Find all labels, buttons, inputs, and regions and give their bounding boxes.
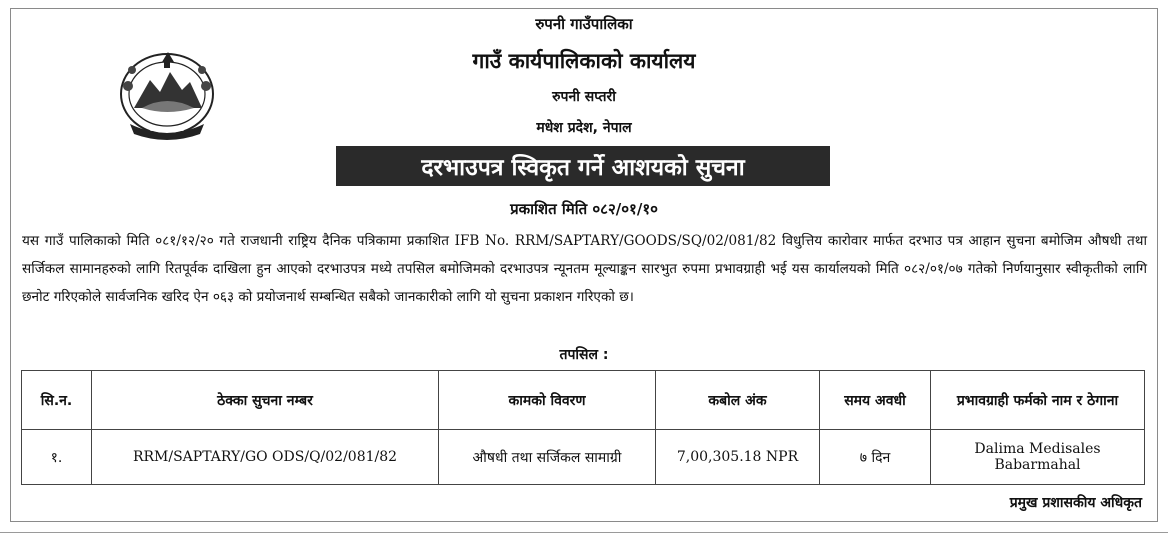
firm-name: Dalima Medisales	[974, 441, 1101, 457]
province-name: मधेश प्रदेश, नेपाल	[536, 120, 632, 136]
notice-paragraph: यस गाउँ पालिकाको मिति ०८१/१२/२० गते राजधानी राष्ट्रिय दैनिक पत्रिकामा प्रकाशित IFB No. RRM/SAPTARY/GOODS/SQ/02/081/82 विधुत्तिय कारोवार मार्फत दरभाउ पत्र आहान सुचना बमोजिम औषधी तथा सर्जिकल सामानहरुको लागि रितपूर्वक दाखिला हुन आएको दरभाउपत्र मध्ये तपसिल बमोजिमको दरभाउपत्र न्यूनतम मूल्याङ्कन सारभुत रुपमा प्रभावग्राही भई यस कार्यालयको मिति ०८२/०१/०७ गतेको निर्णयानुसार स्वीकृतीको लागि छनोट गरिएकोले सार्वजनिक खरिद ऐन ०६३ को प्रयोजनार्थ सम्बन्धित सबैको जानकारीको लागि यो सुचना प्रकाशन गरिएको छ।	[22, 233, 1147, 305]
header-bid-amount: कबोल अंक	[656, 371, 820, 430]
awarded-bid-table	[21, 370, 1145, 485]
municipality-name: रुपनी गाउँपालिका	[535, 15, 633, 33]
header-duration: समय अवधी	[820, 371, 931, 430]
header-notice-number: ठेक्का सुचना नम्बर	[92, 371, 439, 430]
notice-title: दरभाउपत्र स्विकृत गर्ने आशयको सुचना	[421, 155, 745, 181]
bottom-divider	[0, 532, 1168, 533]
table-header-row	[22, 371, 1145, 430]
cell-notice-number: RRM/SAPTARY/GO ODS/Q/02/081/82	[92, 430, 439, 485]
firm-address: Babarmahal	[994, 457, 1081, 473]
office-location: रुपनी सप्तरी	[552, 89, 616, 105]
notice-title-banner	[336, 146, 830, 186]
table-row	[22, 430, 1145, 485]
published-date: प्रकाशित मिति ०८२/०१/१०	[510, 200, 658, 218]
cell-firm	[931, 430, 1145, 485]
header-serial: सि.न.	[22, 371, 92, 430]
cell-duration: ७ दिन	[820, 430, 931, 485]
signatory-title: प्रमुख प्रशासकीय अधिकृत	[1009, 495, 1142, 511]
office-name: गाउँ कार्यपालिकाको कार्यालय	[472, 49, 696, 73]
header-description: कामको विवरण	[439, 371, 656, 430]
cell-description: औषधी तथा सर्जिकल सामाग्री	[439, 430, 656, 485]
header-firm-name-address: प्रभावग्राही फर्मको नाम र ठेगाना	[931, 371, 1145, 430]
cell-serial: १.	[22, 430, 92, 485]
cell-bid-amount: 7,00,305.18 NPR	[656, 430, 820, 485]
tapsil-label: तपसिल :	[559, 347, 609, 363]
